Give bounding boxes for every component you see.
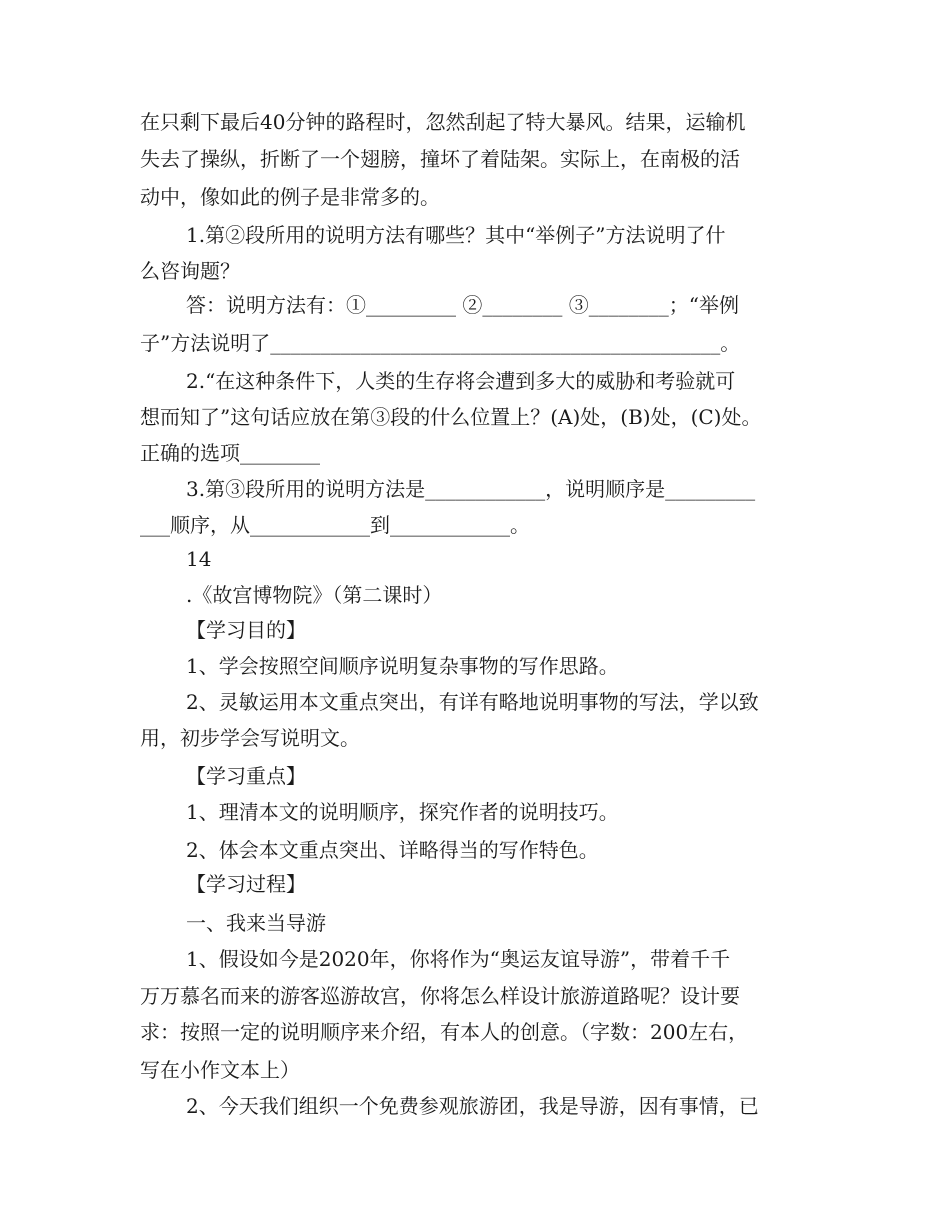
text-line-23: 一、我来当导游 [186,911,326,935]
text-line-3: 动中，像如此的例子是非常多的。 [140,185,440,209]
text-line-14: .《故宫博物院》（第二课时） [186,583,443,607]
text-line-20: 1、理清本文的说明顺序，探究作者的说明技巧。 [186,800,619,824]
text-line-10: 正确的选项________ [140,441,320,465]
text-line-12: ___顺序，从____________到____________。 [140,513,530,537]
text-line-6: 答：说明方法有：①_________ ②________ ③________；“举例 [186,293,739,317]
text-line-28: 2、今天我们组织一个免费参观旅游团，我是导游，因有事情，已 [186,1094,759,1118]
text-line-17: 2、灵敏运用本文重点突出，有详有略地说明事物的写法，学以致 [186,690,759,714]
text-line-5: 么咨询题？ [140,259,240,283]
text-line-15: 【学习目的】 [186,618,306,642]
text-line-22: 【学习过程】 [186,872,306,896]
text-line-13: 14 [186,547,212,571]
text-line-18: 用，初步学会写说明文。 [140,726,360,750]
text-line-4: 1.第②段所用的说明方法有哪些？其中“举例子”方法说明了什 [186,223,726,247]
text-line-16: 1、学会按照空间顺序说明复杂事物的写作思路。 [186,654,619,678]
text-line-26: 求：按照一定的说明顺序来介绍，有本人的创意。（字数：200左右， [140,1020,749,1044]
text-line-21: 2、体会本文重点突出、详略得当的写作特色。 [186,838,599,862]
text-line-2: 失去了操纵，折断了一个翅膀，撞坏了着陆架。实际上，在南极的活 [140,147,740,171]
text-line-7: 子”方法说明了_____________________________________________。 [140,331,741,355]
text-line-1: 在只剩下最后40分钟的路程时，忽然刮起了特大暴风。结果，运输机 [140,110,746,134]
text-line-24: 1、假设如今是2020年，你将作为“奥运友谊导游”，带着千千 [186,947,731,971]
text-line-27: 写在小作文本上） [140,1058,300,1082]
text-line-11: 3.第③段所用的说明方法是____________，说明顺序是_________ [186,477,756,501]
text-line-9: 想而知了”这句话应放在第③段的什么位置上？(A)处，(B)处，(C)处。 [140,405,762,429]
text-line-25: 万万慕名而来的游客巡游故宫，你将怎么样设计旅游道路呢？设计要 [140,984,740,1008]
text-line-19: 【学习重点】 [186,764,306,788]
text-line-8: 2.“在这种条件下，人类的生存将会遭到多大的威胁和考验就可 [186,369,736,393]
